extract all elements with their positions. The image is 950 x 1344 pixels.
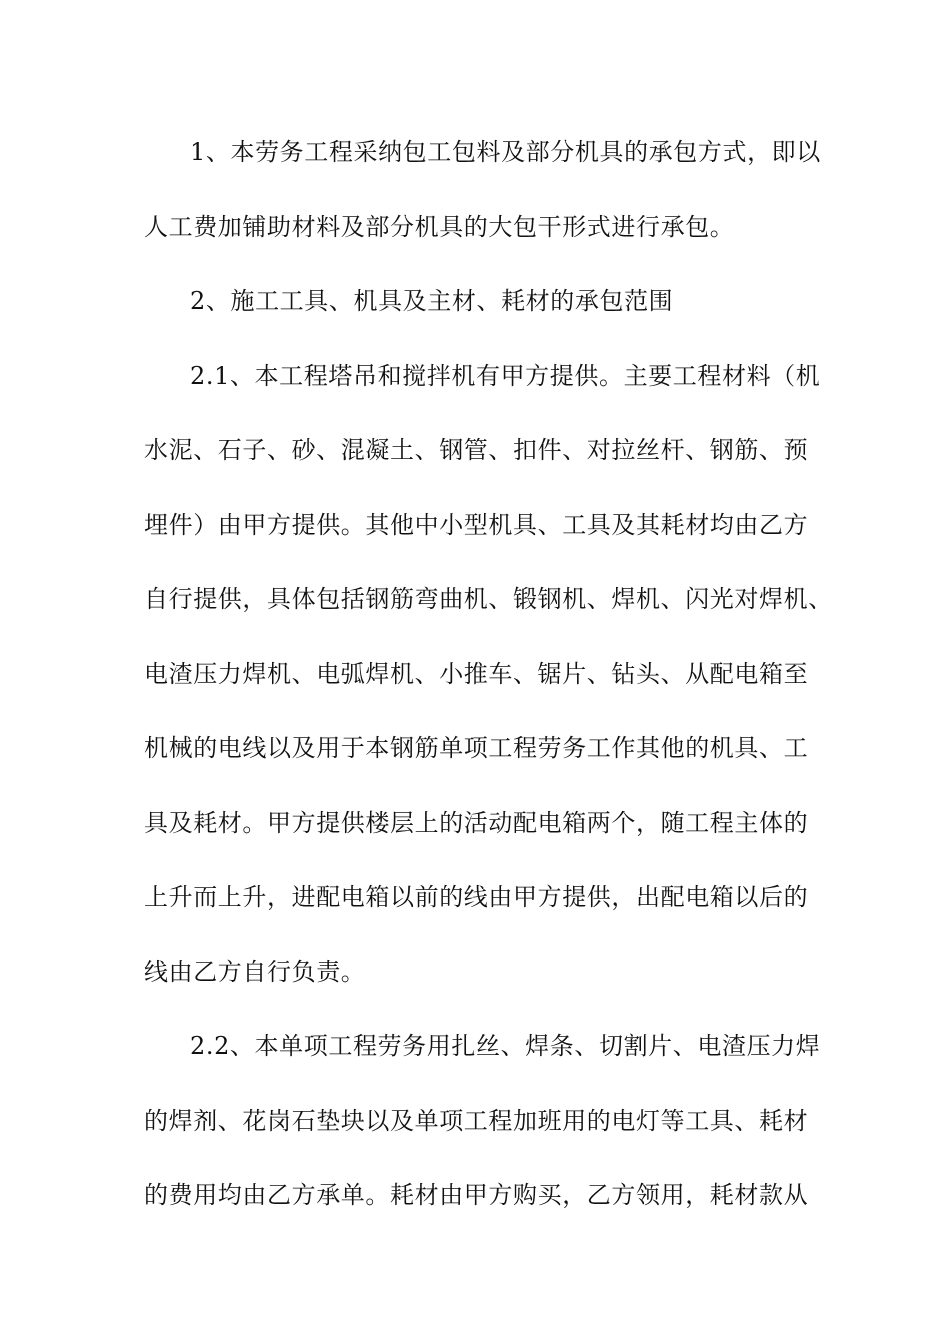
paragraph-2-line-1: 2、施工工具、机具及主材、耗材的承包范围 <box>190 287 674 315</box>
paragraph-3-line-8: 上升而上升，进配电箱以前的线由甲方提供，出配电箱以后的 <box>144 883 809 911</box>
paragraph-3-line-2: 水泥、石子、砂、混凝土、钢管、扣件、对拉丝杆、钢筋、预 <box>144 436 809 464</box>
paragraph-3-line-4: 自行提供，具体包括钢筋弯曲机、锻钢机、焊机、闪光对焊机、 <box>144 585 833 613</box>
paragraph-3-line-9: 线由乙方自行负责。 <box>144 958 366 986</box>
paragraph-1-line-1: 1、本劳务工程采纳包工包料及部分机具的承包方式，即以 <box>190 138 821 166</box>
paragraph-4-line-3: 的费用均由乙方承单。耗材由甲方购买，乙方领用，耗材款从 <box>144 1181 809 1209</box>
paragraph-4-line-2: 的焊剂、花岗石垫块以及单项工程加班用的电灯等工具、耗材 <box>144 1107 809 1135</box>
paragraph-3-line-6: 机械的电线以及用于本钢筋单项工程劳务工作其他的机具、工 <box>144 734 809 762</box>
paragraph-3-line-7: 具及耗材。甲方提供楼层上的活动配电箱两个，随工程主体的 <box>144 809 809 837</box>
paragraph-3-line-5: 电渣压力焊机、电弧焊机、小推车、锯片、钻头、从配电箱至 <box>144 660 809 688</box>
paragraph-3-line-3: 埋件）由甲方提供。其他中小型机具、工具及其耗材均由乙方 <box>144 511 809 539</box>
paragraph-1-line-2: 人工费加铺助材料及部分机具的大包干形式进行承包。 <box>144 213 735 241</box>
paragraph-3-line-1: 2.1、本工程塔吊和搅拌机有甲方提供。主要工程材料（机 <box>190 362 821 390</box>
paragraph-4-line-1: 2.2、本单项工程劳务用扎丝、焊条、切割片、电渣压力焊 <box>190 1032 821 1060</box>
